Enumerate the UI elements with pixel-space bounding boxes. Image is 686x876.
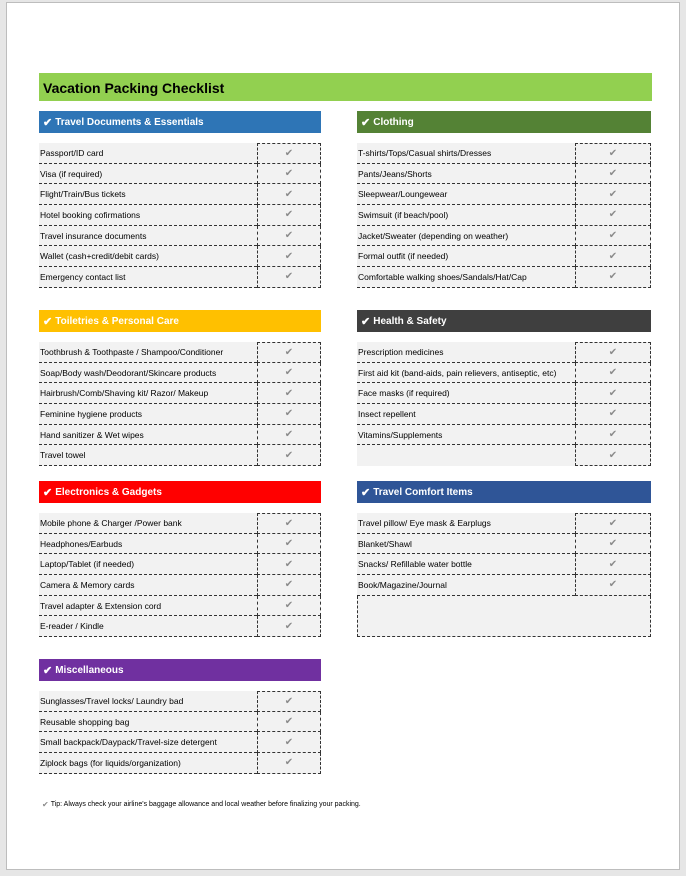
checklist-row [39, 616, 321, 637]
electronics-item-list [39, 513, 321, 637]
item-checkbox-icon[interactable]: ✔ [257, 164, 321, 185]
toiletries-section-header [39, 310, 321, 332]
item-checkbox-icon[interactable]: ✔ [575, 425, 651, 446]
item-checkbox-icon[interactable]: ✔ [575, 164, 651, 185]
checklist-row [39, 732, 321, 753]
item-label: Pants/Jeans/Shorts [357, 164, 575, 185]
item-label: Soap/Body wash/Deodorant/Skincare products [39, 363, 257, 384]
item-checkbox-icon[interactable]: ✔ [257, 691, 321, 712]
header-check-icon: ✔ [361, 486, 371, 499]
item-label: Book/Magazine/Journal [357, 575, 575, 596]
misc-section-title: Miscellaneous [55, 664, 124, 676]
item-label: Hairbrush/Comb/Shaving kit/ Razor/ Makeup [39, 383, 257, 404]
item-checkbox-icon[interactable]: ✔ [257, 184, 321, 205]
toiletries-section-title: Toiletries & Personal Care [55, 315, 179, 327]
checklist-row [357, 575, 651, 596]
item-checkbox-icon[interactable]: ✔ [257, 205, 321, 226]
item-label: Travel insurance documents [39, 226, 257, 247]
checklist-row [357, 445, 651, 466]
item-checkbox-icon[interactable]: ✔ [257, 534, 321, 555]
checklist-row [39, 205, 321, 226]
item-checkbox-icon[interactable]: ✔ [575, 383, 651, 404]
item-checkbox-icon[interactable]: ✔ [257, 342, 321, 363]
item-label: Insect repellent [357, 404, 575, 425]
item-label: Camera & Memory cards [39, 575, 257, 596]
section-toiletries [39, 310, 321, 466]
item-label: Comfortable walking shoes/Sandals/Hat/Cap [357, 267, 575, 288]
item-label: Blanket/Shawl [357, 534, 575, 555]
checklist-row [39, 425, 321, 446]
item-label: Travel towel [39, 445, 257, 466]
item-label: Travel pillow/ Eye mask & Earplugs [357, 513, 575, 534]
item-checkbox-icon[interactable]: ✔ [575, 226, 651, 247]
item-label: Emergency contact list [39, 267, 257, 288]
item-label: Toothbrush & Toothpaste / Shampoo/Conditioner [39, 342, 257, 363]
clothing-section-title: Clothing [373, 116, 414, 128]
health-item-list [357, 342, 651, 466]
checklist-row [39, 246, 321, 267]
checklist-row [357, 554, 651, 575]
comfort-section-header [357, 481, 651, 503]
clothing-section-header [357, 111, 651, 133]
item-label: Sleepwear/Loungewear [357, 184, 575, 205]
item-checkbox-icon[interactable]: ✔ [257, 226, 321, 247]
item-checkbox-icon[interactable]: ✔ [257, 246, 321, 267]
item-checkbox-icon[interactable]: ✔ [257, 445, 321, 466]
item-label: Prescription medicines [357, 342, 575, 363]
item-label: Mobile phone & Charger /Power bank [39, 513, 257, 534]
header-check-icon: ✔ [361, 116, 371, 129]
item-checkbox-icon[interactable]: ✔ [575, 246, 651, 267]
toiletries-item-list [39, 342, 321, 466]
travel_docs-item-list [39, 143, 321, 288]
item-label [357, 445, 575, 466]
item-checkbox-icon[interactable]: ✔ [257, 513, 321, 534]
checklist-row [357, 143, 651, 164]
checklist-row [357, 513, 651, 534]
item-checkbox-icon[interactable]: ✔ [575, 342, 651, 363]
checklist-row [39, 513, 321, 534]
item-checkbox-icon[interactable]: ✔ [257, 712, 321, 733]
checklist-row [39, 226, 321, 247]
checklist-row [39, 445, 321, 466]
checklist-row [39, 404, 321, 425]
item-label: Passport/ID card [39, 143, 257, 164]
checklist-row [357, 363, 651, 384]
checklist-row [39, 753, 321, 774]
item-checkbox-icon[interactable]: ✔ [257, 753, 321, 774]
section-travel-comfort [357, 481, 651, 637]
item-checkbox-icon[interactable]: ✔ [257, 732, 321, 753]
item-label: T-shirts/Tops/Casual shirts/Dresses [357, 143, 575, 164]
checklist-row [39, 342, 321, 363]
item-label: Wallet (cash+credit/debit cards) [39, 246, 257, 267]
item-label: Visa (if required) [39, 164, 257, 185]
item-checkbox-icon[interactable]: ✔ [257, 383, 321, 404]
tip-text: Tip: Always check your airline's baggage allowance and local weather before finalizing your packing. [50, 801, 361, 808]
item-label: Feminine hygiene products [39, 404, 257, 425]
checklist-row [39, 383, 321, 404]
item-checkbox-icon[interactable]: ✔ [575, 184, 651, 205]
item-label: Headphones/Earbuds [39, 534, 257, 555]
header-check-icon: ✔ [43, 664, 53, 677]
item-checkbox-icon[interactable]: ✔ [575, 534, 651, 555]
checklist-row [39, 554, 321, 575]
checklist-row [39, 267, 321, 288]
clothing-item-list [357, 143, 651, 288]
item-checkbox-icon[interactable]: ✔ [257, 404, 321, 425]
item-label: Formal outfit (if needed) [357, 246, 575, 267]
checklist-row [357, 184, 651, 205]
section-electronics [39, 481, 321, 637]
item-label: Hotel booking cofirmations [39, 205, 257, 226]
checklist-row [357, 342, 651, 363]
item-label: Swimsuit (if beach/pool) [357, 205, 575, 226]
item-checkbox-icon[interactable]: ✔ [257, 143, 321, 164]
item-label: Sunglasses/Travel locks/ Laundry bad [39, 691, 257, 712]
header-check-icon: ✔ [361, 315, 371, 328]
item-checkbox-icon[interactable]: ✔ [257, 425, 321, 446]
item-checkbox-icon[interactable]: ✔ [575, 363, 651, 384]
item-checkbox-icon[interactable]: ✔ [257, 363, 321, 384]
tip-note [42, 800, 361, 809]
travel_docs-section-title: Travel Documents & Essentials [55, 116, 204, 128]
checklist-row [39, 363, 321, 384]
item-label: Travel adapter & Extension cord [39, 596, 257, 617]
checklist-row [39, 691, 321, 712]
comfort-section-title: Travel Comfort Items [373, 486, 473, 498]
item-checkbox-icon[interactable]: ✔ [575, 575, 651, 596]
checklist-row [357, 267, 651, 288]
item-label: E-reader / Kindle [39, 616, 257, 637]
health-section-title: Health & Safety [373, 315, 447, 327]
header-check-icon: ✔ [43, 116, 53, 129]
title-bar [39, 73, 652, 101]
item-label: Face masks (if required) [357, 383, 575, 404]
item-checkbox-icon[interactable]: ✔ [575, 445, 651, 466]
checklist-page [6, 2, 680, 870]
item-label: Snacks/ Refillable water bottle [357, 554, 575, 575]
item-checkbox-icon[interactable]: ✔ [257, 554, 321, 575]
checklist-row [39, 712, 321, 733]
item-checkbox-icon[interactable]: ✔ [575, 143, 651, 164]
item-checkbox-icon[interactable]: ✔ [257, 267, 321, 288]
item-label: Ziplock bags (for liquids/organization) [39, 753, 257, 774]
item-label: Laptop/Tablet (if needed) [39, 554, 257, 575]
checklist-row [357, 246, 651, 267]
header-check-icon: ✔ [43, 315, 53, 328]
tip-check-icon: ✔ [42, 800, 49, 809]
electronics-section-title: Electronics & Gadgets [55, 486, 162, 498]
checklist-row [39, 534, 321, 555]
item-checkbox-icon[interactable]: ✔ [575, 205, 651, 226]
checklist-row [357, 534, 651, 555]
header-check-icon: ✔ [43, 486, 53, 499]
health-section-header [357, 310, 651, 332]
checklist-row [357, 383, 651, 404]
item-label: Small backpack/Daypack/Travel-size detergent [39, 732, 257, 753]
item-label: Vitamins/Supplements [357, 425, 575, 446]
misc-item-list [39, 691, 321, 774]
misc-section-header [39, 659, 321, 681]
item-label: First aid kit (band-aids, pain relievers, antiseptic, etc) [357, 363, 575, 384]
checklist-row [39, 184, 321, 205]
checklist-row [357, 425, 651, 446]
item-checkbox-icon[interactable]: ✔ [575, 404, 651, 425]
item-checkbox-icon[interactable]: ✔ [257, 616, 321, 637]
item-checkbox-icon[interactable]: ✔ [575, 554, 651, 575]
page-title: Vacation Packing Checklist [43, 80, 225, 96]
item-label: Jacket/Sweater (depending on weather) [357, 226, 575, 247]
checklist-row [39, 596, 321, 617]
travel_docs-section-header [39, 111, 321, 133]
blank-space [357, 596, 651, 637]
item-checkbox-icon[interactable]: ✔ [575, 267, 651, 288]
item-label: Hand sanitizer & Wet wipes [39, 425, 257, 446]
section-miscellaneous [39, 659, 321, 774]
checklist-row [357, 164, 651, 185]
item-checkbox-icon[interactable]: ✔ [257, 596, 321, 617]
item-checkbox-icon[interactable]: ✔ [575, 513, 651, 534]
checklist-row [357, 404, 651, 425]
section-health-safety [357, 310, 651, 466]
section-travel-documents [39, 111, 321, 288]
checklist-row [39, 143, 321, 164]
electronics-section-header [39, 481, 321, 503]
checklist-row [39, 164, 321, 185]
checklist-row [39, 575, 321, 596]
section-clothing [357, 111, 651, 288]
item-label: Flight/Train/Bus tickets [39, 184, 257, 205]
checklist-row [357, 205, 651, 226]
item-checkbox-icon[interactable]: ✔ [257, 575, 321, 596]
comfort-item-list [357, 513, 651, 637]
item-label: Reusable shopping bag [39, 712, 257, 733]
checklist-row [357, 226, 651, 247]
